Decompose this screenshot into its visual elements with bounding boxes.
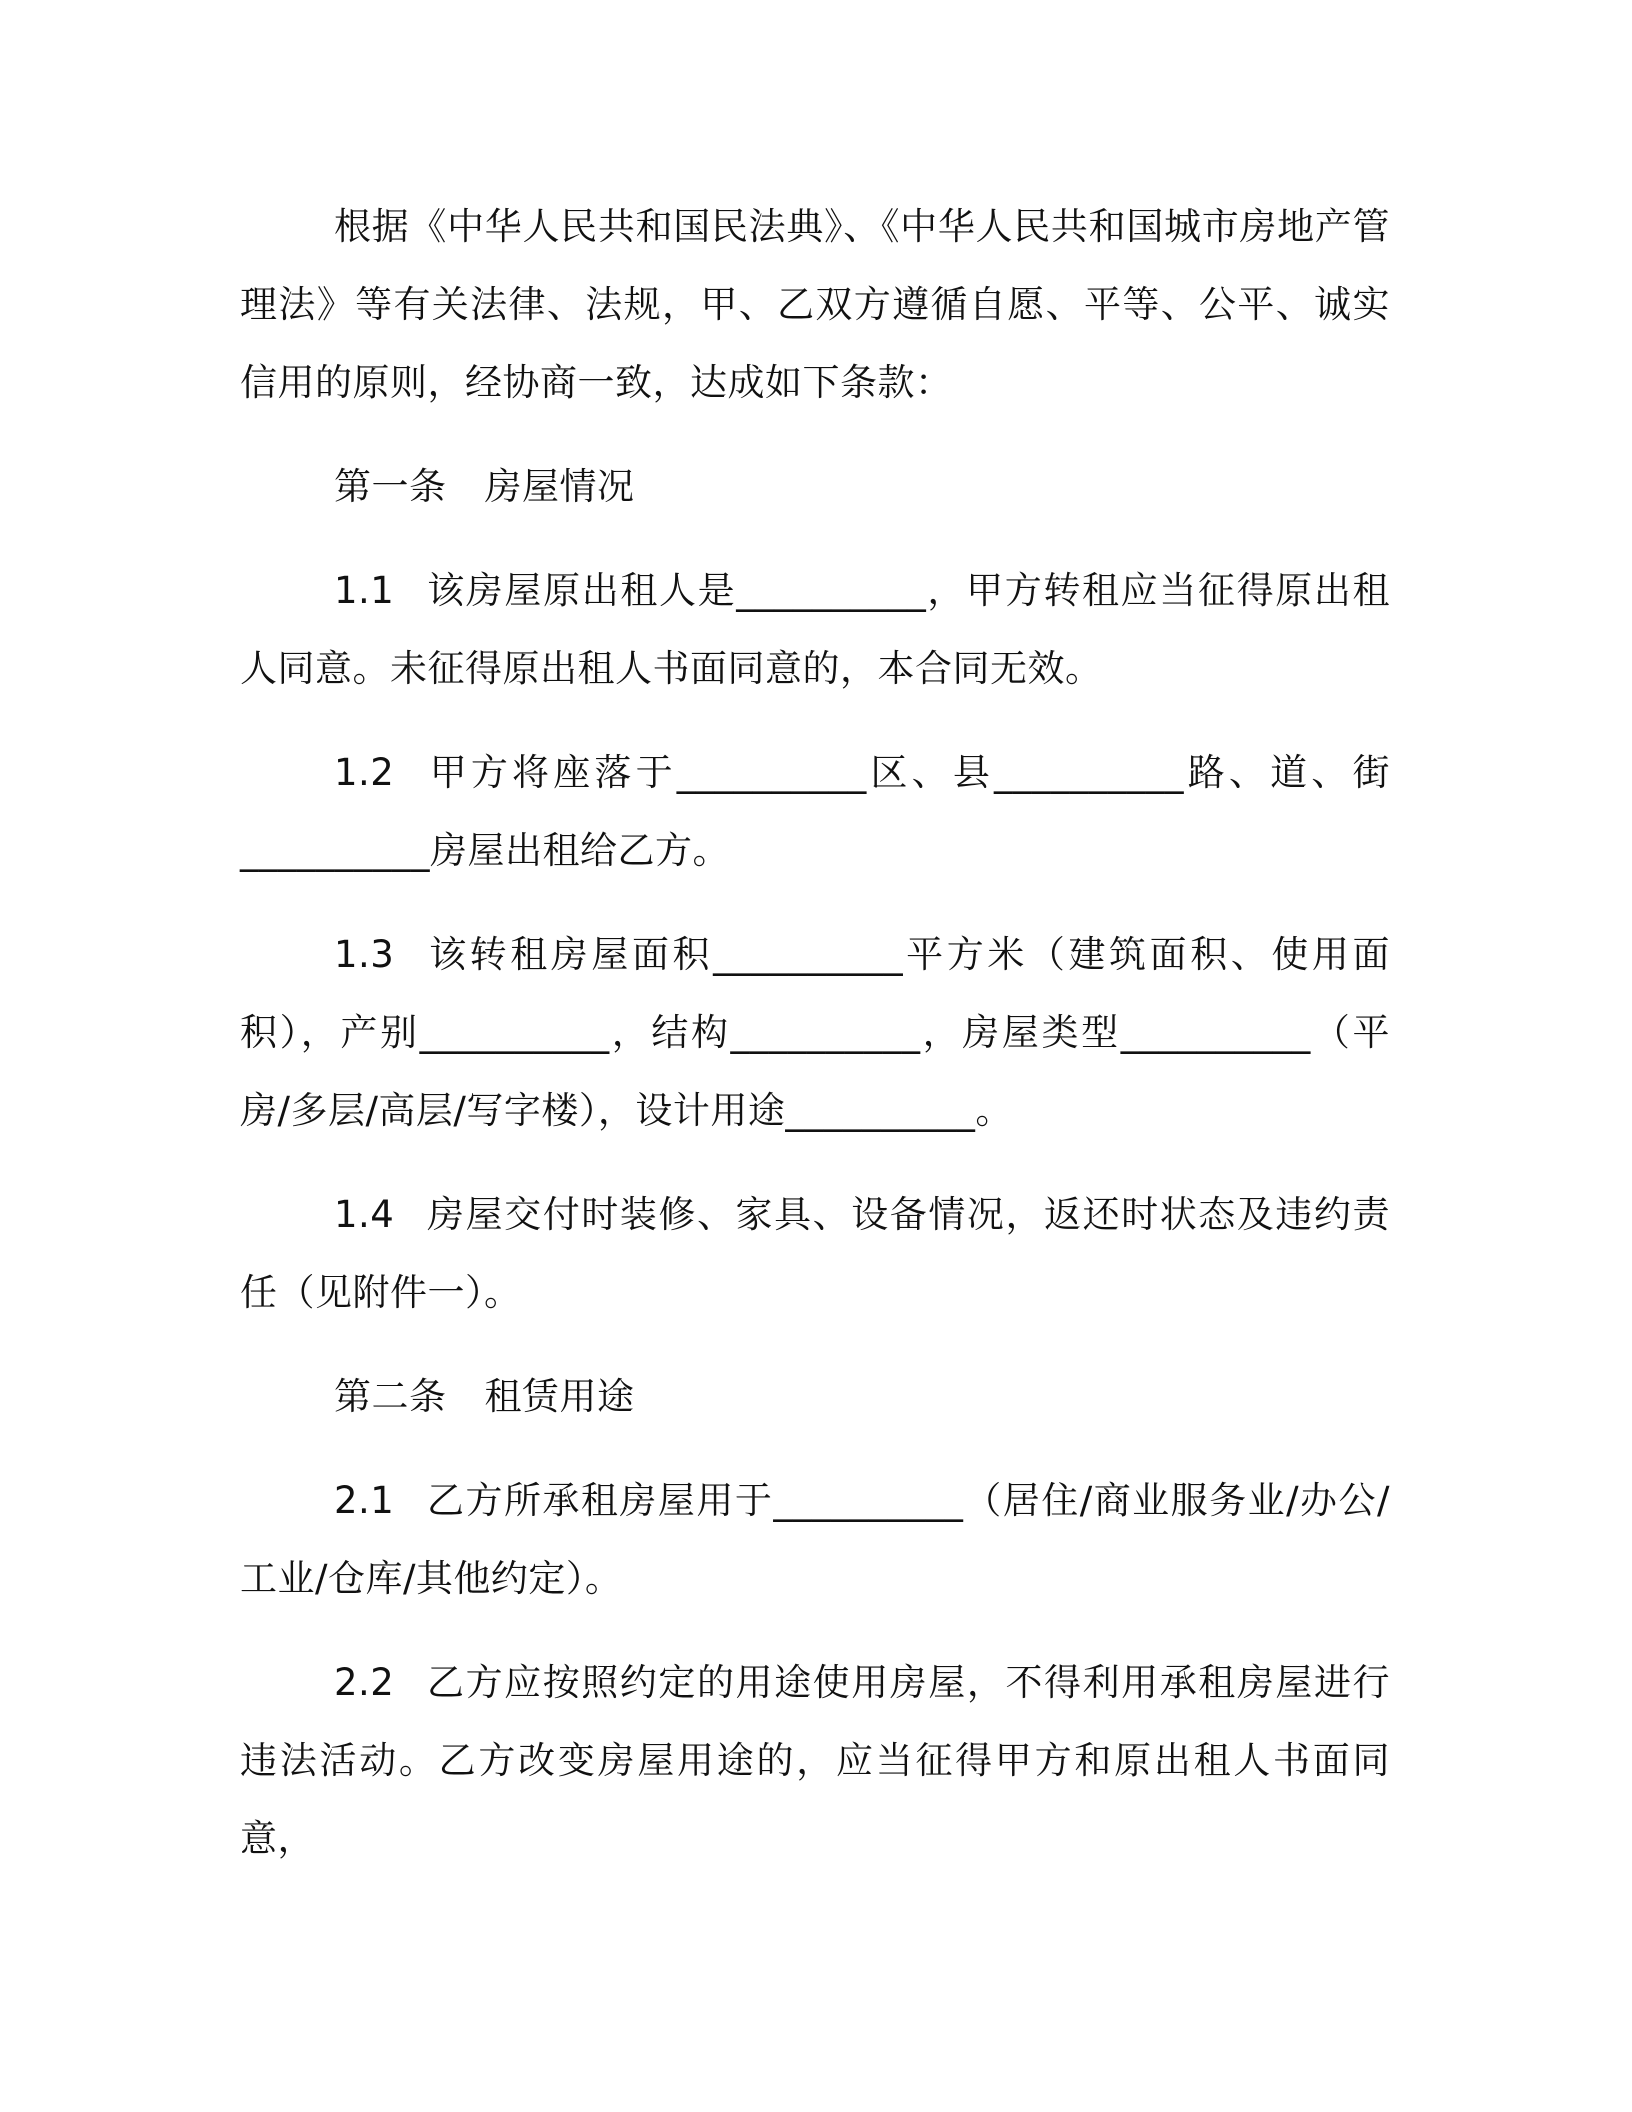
clause-1-3 [240, 916, 1390, 1150]
article-2-title: 租赁用途 [484, 1375, 635, 1418]
clause-text: 乙方应按照约定的用途使用房屋，不得利用承租房屋进行违法活动。乙方改变房屋用途的，应当征得甲方和原出租人书面同意， [240, 1661, 1390, 1860]
clause-1-2 [240, 734, 1390, 890]
clause-number: 2.1 [334, 1479, 395, 1522]
clause-number: 1.1 [334, 569, 395, 612]
clause-text: 甲方将座落于__________区、县__________路、道、街__________房屋出租给乙方。 [240, 751, 1390, 872]
article-2-label: 第二条 [334, 1375, 447, 1418]
clause-text: 乙方所承租房屋用于__________（居住/商业服务业/办公/工业/仓库/其他约定）。 [240, 1479, 1390, 1600]
clause-text: 房屋交付时装修、家具、设备情况，返还时状态及违约责任（见附件一）。 [240, 1193, 1390, 1314]
clause-1-1 [240, 552, 1390, 708]
clause-number: 2.2 [334, 1661, 395, 1704]
intro-paragraph: 根据《中华人民共和国民法典》、《中华人民共和国城市房地产管理法》等有关法律、法规，甲、乙双方遵循自愿、平等、公平、诚实信用的原则，经协商一致，达成如下条款： [240, 205, 1390, 404]
clause-text: 该房屋原出租人是__________，甲方转租应当征得原出租人同意。未征得原出租人书面同意的，本合同无效。 [240, 569, 1390, 690]
article-2-heading [240, 1358, 1390, 1436]
article-1-title: 房屋情况 [484, 465, 635, 508]
clause-2-2 [240, 1644, 1390, 1878]
clause-2-1 [240, 1462, 1390, 1618]
clause-text: 该转租房屋面积__________平方米（建筑面积、使用面积），产别__________，结构__________，房屋类型__________（平房/多层/高层/写字楼），设计用途__________。 [240, 933, 1390, 1132]
contract-body [240, 188, 1390, 1904]
clause-1-4 [240, 1176, 1390, 1332]
article-1-label: 第一条 [334, 465, 447, 508]
article-1-heading [240, 448, 1390, 526]
clause-number: 1.2 [334, 751, 395, 794]
clause-number: 1.3 [334, 933, 395, 976]
clause-number: 1.4 [334, 1193, 395, 1236]
